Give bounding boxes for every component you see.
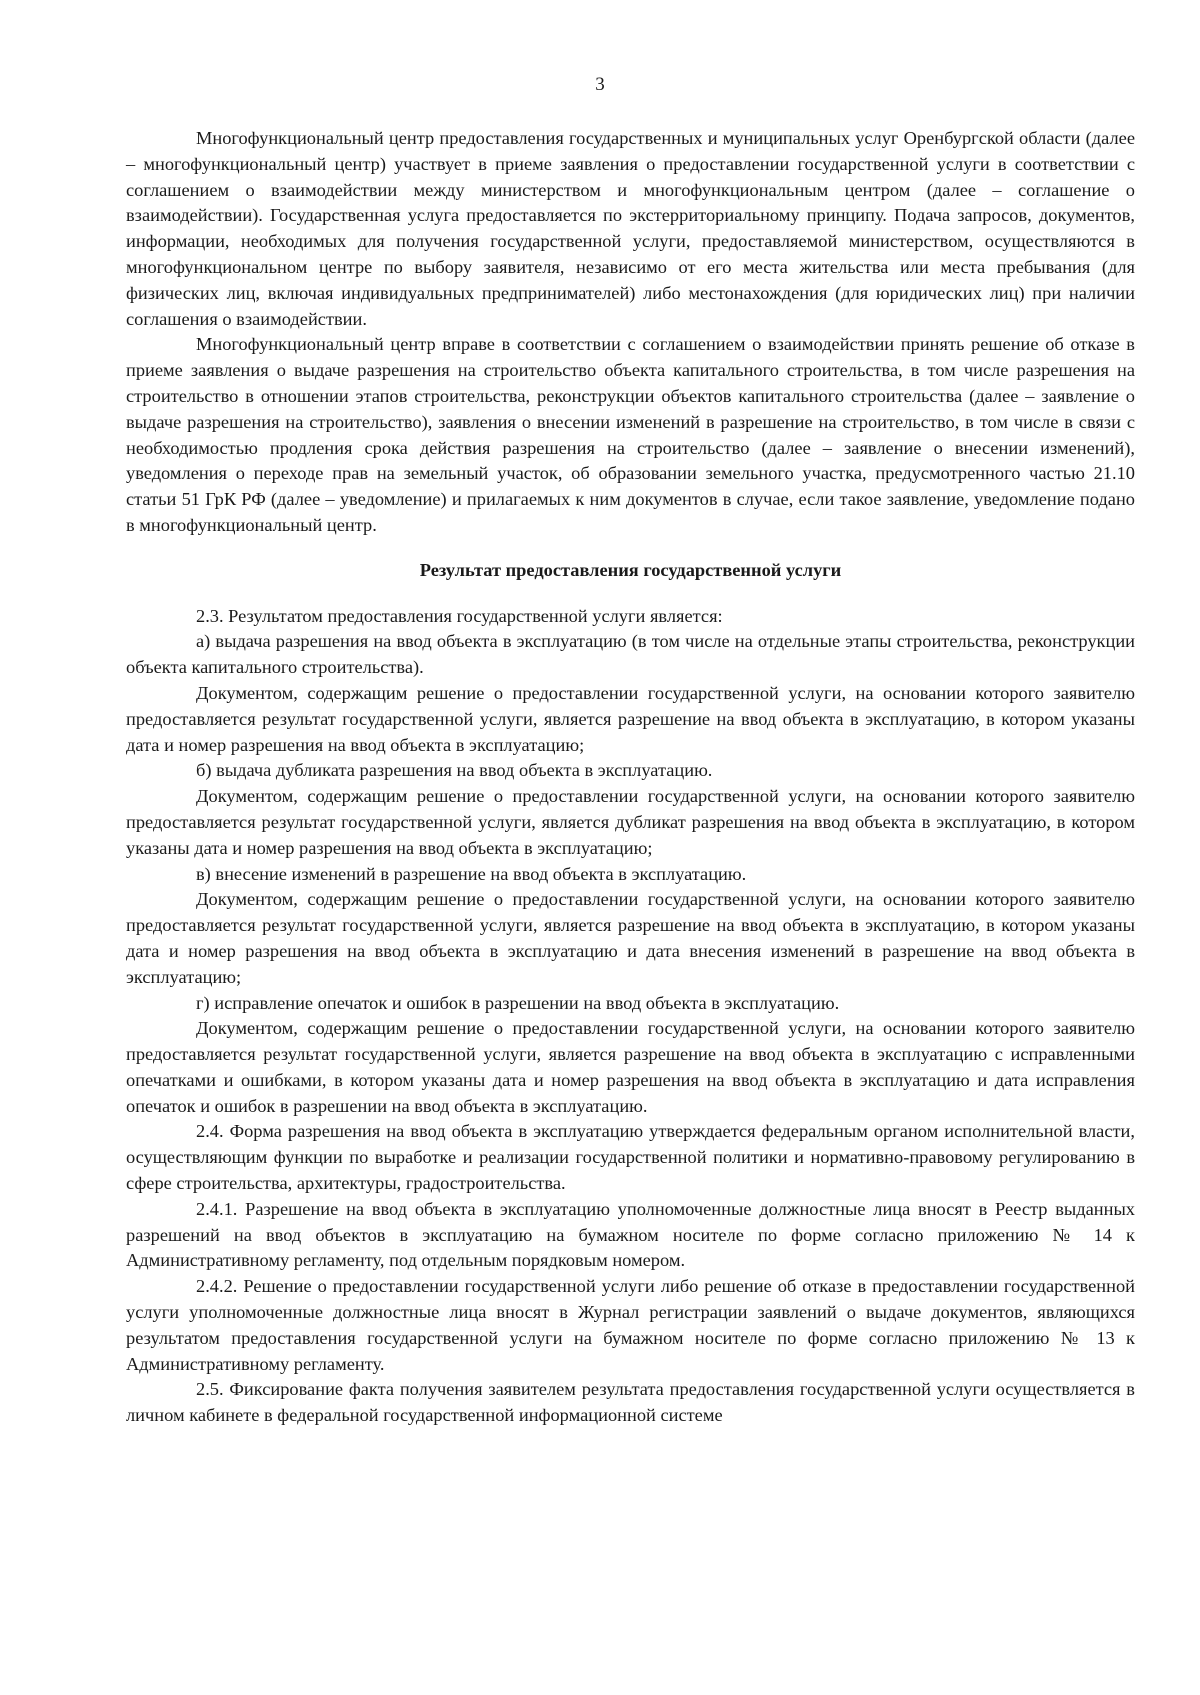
paragraph-2-3-b: б) выдача дубликата разрешения на ввод объекта в эксплуатацию. bbox=[196, 760, 713, 781]
paragraph-mfc-participation: Многофункциональный центр предоставления государственных и муниципальных услуг Оренбургской области (далее – многофункциональный центр) участвует в приеме заявления о предоставлении государственной услуги в соответствии с соглашением о взаимодействии между министерством и многофункциональным центром (далее – соглашение о взаимодействии). Государственная услуга предоставляется по экстерриториальному принципу. Подача запросов, документов, информации, необходимых для получения государственной услуги, предоставляемой министерством, осуществляются в многофункциональном центре по выбору заявителя, независимо от его места жительства или места пребывания (для физических лиц, включая индивидуальных предпринимателей) либо местонахождения (для юридических лиц) при наличии соглашения о взаимодействии. bbox=[126, 128, 1135, 329]
paragraph-2-3-a: а) выдача разрешения на ввод объекта в эксплуатацию (в том числе на отдельные этапы строительства, реконструкции объекта капитального строительства). bbox=[126, 631, 1135, 678]
paragraph-mfc-refusal: Многофункциональный центр вправе в соответствии с соглашением о взаимодействии принять решение об отказе в приеме заявления о выдаче разрешения на строительство объекта капитального строительства, в том числе разрешения на строительство в отношении этапов строительства, реконструкции объектов капитального строительства (далее – заявление о выдаче разрешения на строительство), заявления о внесении изменений в разрешение на строительство, в том числе в связи с необходимостью продления срока действия разрешения на строительство (далее – заявление о внесении изменений), уведомления о переходе прав на земельный участок, об образовании земельного участка, предусмотренного частью 21.10 статьи 51 ГрК РФ (далее – уведомление) и прилагаемых к ним документов в случае, если такое заявление, уведомление подано в многофункциональный центр. bbox=[126, 334, 1135, 535]
page-number: 3 bbox=[595, 74, 605, 95]
paragraph-2-3: 2.3. Результатом предоставления государственной услуги является: bbox=[196, 605, 723, 626]
paragraph-2-3-b-doc: Документом, содержащим решение о предоставлении государственной услуги, на основании которого заявителю предоставляется результат государственной услуги, является дубликат разрешения на ввод объекта в эксплуатацию, в котором указаны дата и номер разрешения на ввод объекта в эксплуатацию; bbox=[126, 786, 1135, 858]
paragraph-2-5: 2.5. Фиксирование факта получения заявителем результата предоставления государственной услуги осуществляется в личном кабинете в федеральной государственной информационной системе bbox=[126, 1379, 1135, 1426]
paragraph-2-3-a-doc: Документом, содержащим решение о предоставлении государственной услуги, на основании которого заявителю предоставляется результат государственной услуги, является разрешение на ввод объекта в эксплуатацию, в котором указаны дата и номер разрешения на ввод объекта в эксплуатацию; bbox=[126, 682, 1135, 755]
paragraph-2-3-g-doc: Документом, содержащим решение о предоставлении государственной услуги, на основании которого заявителю предоставляется результат государственной услуги, является разрешение на ввод объекта в эксплуатацию с исправленными опечатками и ошибками, в котором указаны дата и номер разрешения на ввод объекта в эксплуатацию и дата исправления опечаток и ошибок в разрешении на ввод объекта в эксплуатацию. bbox=[126, 1018, 1135, 1116]
paragraph-2-3-v-doc: Документом, содержащим решение о предоставлении государственной услуги, на основании которого заявителю предоставляется результат государственной услуги, является разрешение на ввод объекта в эксплуатацию, в котором указаны дата и номер разрешения на ввод объекта в эксплуатацию и дата внесения изменений в разрешение на ввод объекта в эксплуатацию; bbox=[126, 889, 1135, 987]
paragraph-2-4: 2.4. Форма разрешения на ввод объекта в эксплуатацию утверждается федеральным органом исполнительной власти, осуществляющим функции по выработке и реализации государственной политики и нормативно-правовому регулированию в сфере строительства, архитектуры, градостроительства. bbox=[126, 1121, 1135, 1194]
paragraph-2-3-v: в) внесение изменений в разрешение на ввод объекта в эксплуатацию. bbox=[196, 863, 747, 884]
section-heading: Результат предоставления государственной услуги bbox=[419, 559, 842, 580]
paragraph-2-3-g: г) исправление опечаток и ошибок в разрешении на ввод объекта в эксплуатацию. bbox=[196, 992, 840, 1013]
paragraph-2-4-1: 2.4.1. Разрешение на ввод объекта в эксплуатацию уполномоченные должностные лица вносят в Реестр выданных разрешений на ввод объектов в эксплуатацию на бумажном носителе по форме согласно приложению № 14 к Административному регламенту, под отдельным порядковым номером. bbox=[126, 1198, 1135, 1271]
paragraph-2-4-2: 2.4.2. Решение о предоставлении государственной услуги либо решение об отказе в предоставлении государственной услуги уполномоченные должностные лица вносят в Журнал регистрации заявлений о выдаче документов, являющихся результатом предоставления государственной услуги на бумажном носителе по форме согласно приложению № 13 к Административному регламенту. bbox=[126, 1276, 1135, 1374]
document-body bbox=[126, 126, 1135, 1429]
